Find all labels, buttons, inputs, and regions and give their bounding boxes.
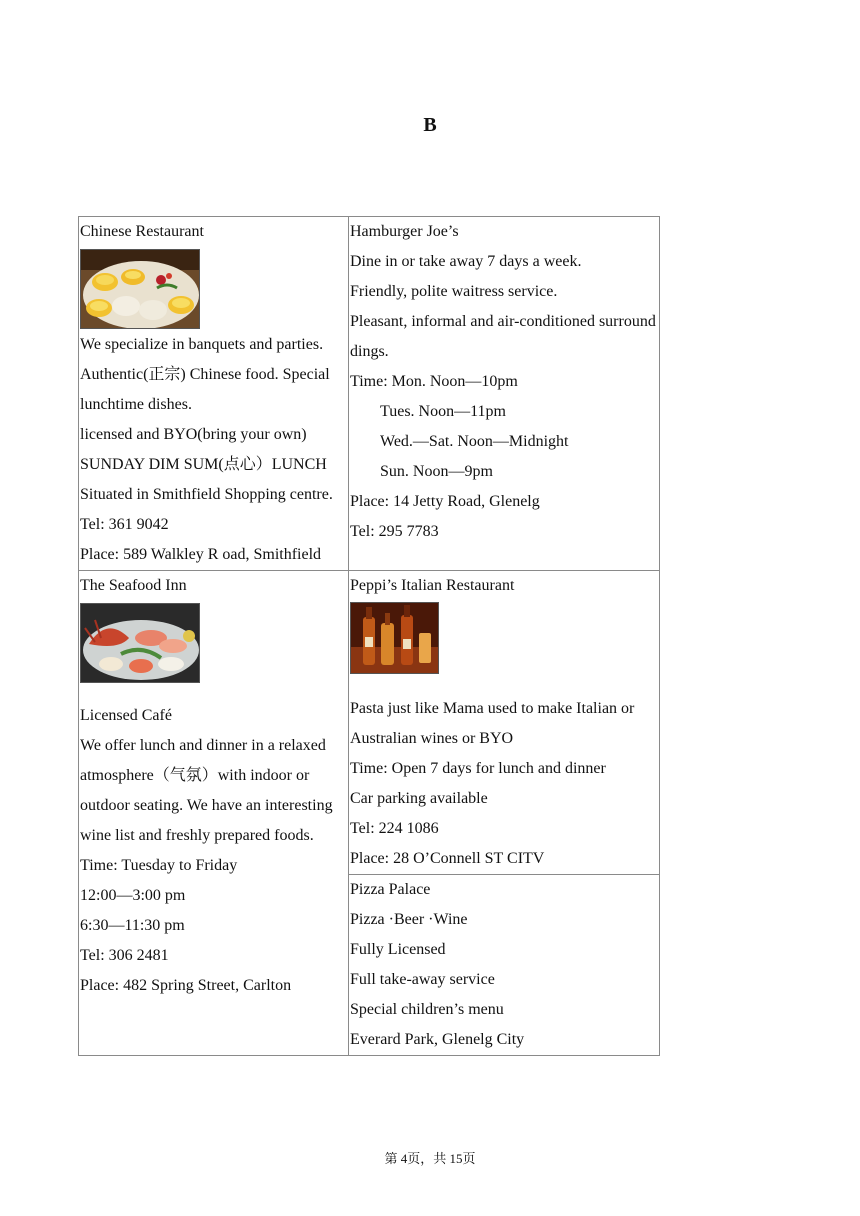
ad-line: Authentic(正宗) Chinese food. Special lunchtime dishes. bbox=[80, 366, 330, 413]
ad-phone: Tel: 361 9042 bbox=[80, 516, 169, 533]
ad-title: Hamburger Joe’s bbox=[350, 223, 459, 240]
ad-title: Pizza Palace bbox=[350, 881, 431, 898]
ad-hours: Sun. Noon—9pm bbox=[380, 463, 493, 480]
ad-address: Place: 589 Walkley R oad, Smithfield bbox=[80, 546, 322, 563]
ad-hours: Time: Tuesday to Friday bbox=[80, 857, 238, 874]
dim-sum-photo bbox=[80, 249, 200, 329]
ad-address: Place: 482 Spring Street, Carlton bbox=[80, 977, 292, 994]
ad-hours: Time: Open 7 days for lunch and dinner bbox=[350, 760, 606, 777]
ad-title: Chinese Restaurant bbox=[80, 223, 204, 240]
section-heading: B bbox=[423, 114, 437, 136]
ad-address: Place: 28 O’Connell ST CITV bbox=[350, 850, 545, 867]
ad-line: Pasta just like Mama used to make Italian or Australian wines or BYO bbox=[350, 700, 635, 747]
ad-title: The Seafood Inn bbox=[80, 577, 187, 594]
ad-line: Car parking available bbox=[350, 790, 488, 807]
ad-hours: 6:30—11:30 pm bbox=[80, 917, 185, 934]
ad-line: Friendly, polite waitress service. bbox=[350, 283, 558, 300]
ad-address: Everard Park, Glenelg City bbox=[350, 1031, 525, 1048]
ad-hours: Wed.—Sat. Noon—Midnight bbox=[380, 433, 569, 450]
ad-hamburger-joes bbox=[349, 217, 660, 571]
ad-chinese-restaurant bbox=[79, 217, 349, 571]
ad-peppis-italian bbox=[349, 571, 660, 875]
ad-line: We offer lunch and dinner in a relaxed atmosphere（气氛）with indoor or outdoor seating. We have an interesting wine list and freshly prepared foods. bbox=[80, 737, 333, 844]
table-row bbox=[79, 217, 660, 571]
ad-hours: Tues. Noon—11pm bbox=[380, 403, 506, 420]
wine-bottles-photo bbox=[350, 602, 439, 674]
ad-line: SUNDAY DIM SUM(点心）LUNCH bbox=[80, 456, 327, 473]
ad-line: licensed and BYO(bring your own) bbox=[80, 426, 307, 443]
ad-line: Pleasant, informal and air-conditioned surround dings. bbox=[350, 313, 656, 360]
seafood-platter-photo bbox=[80, 603, 200, 683]
table-row bbox=[79, 571, 660, 875]
ad-phone: Tel: 224 1086 bbox=[350, 820, 439, 837]
ad-hours: Time: Mon. Noon—10pm bbox=[350, 373, 518, 390]
ad-pizza-palace bbox=[349, 875, 660, 1056]
ad-line: Dine in or take away 7 days a week. bbox=[350, 253, 582, 270]
ad-line: Full take-away service bbox=[350, 971, 495, 988]
ad-hours: 12:00—3:00 pm bbox=[80, 887, 186, 904]
ad-line: Special children’s menu bbox=[350, 1001, 504, 1018]
ad-address: Place: 14 Jetty Road, Glenelg bbox=[350, 493, 540, 510]
page-number: 第 4页，共 15页 bbox=[384, 1151, 476, 1166]
ad-line: Situated in Smithfield Shopping centre. bbox=[80, 486, 333, 503]
restaurant-ads-table bbox=[78, 216, 660, 1056]
ad-line: Pizza ·Beer ·Wine bbox=[350, 911, 468, 928]
ad-phone: Tel: 306 2481 bbox=[80, 947, 169, 964]
ad-line: Fully Licensed bbox=[350, 941, 446, 958]
ad-seafood-inn bbox=[79, 571, 349, 1056]
ad-line: We specialize in banquets and parties. bbox=[80, 336, 324, 353]
ad-line: Licensed Café bbox=[80, 707, 172, 724]
ad-phone: Tel: 295 7783 bbox=[350, 523, 439, 540]
ad-title: Peppi’s Italian Restaurant bbox=[350, 577, 515, 594]
